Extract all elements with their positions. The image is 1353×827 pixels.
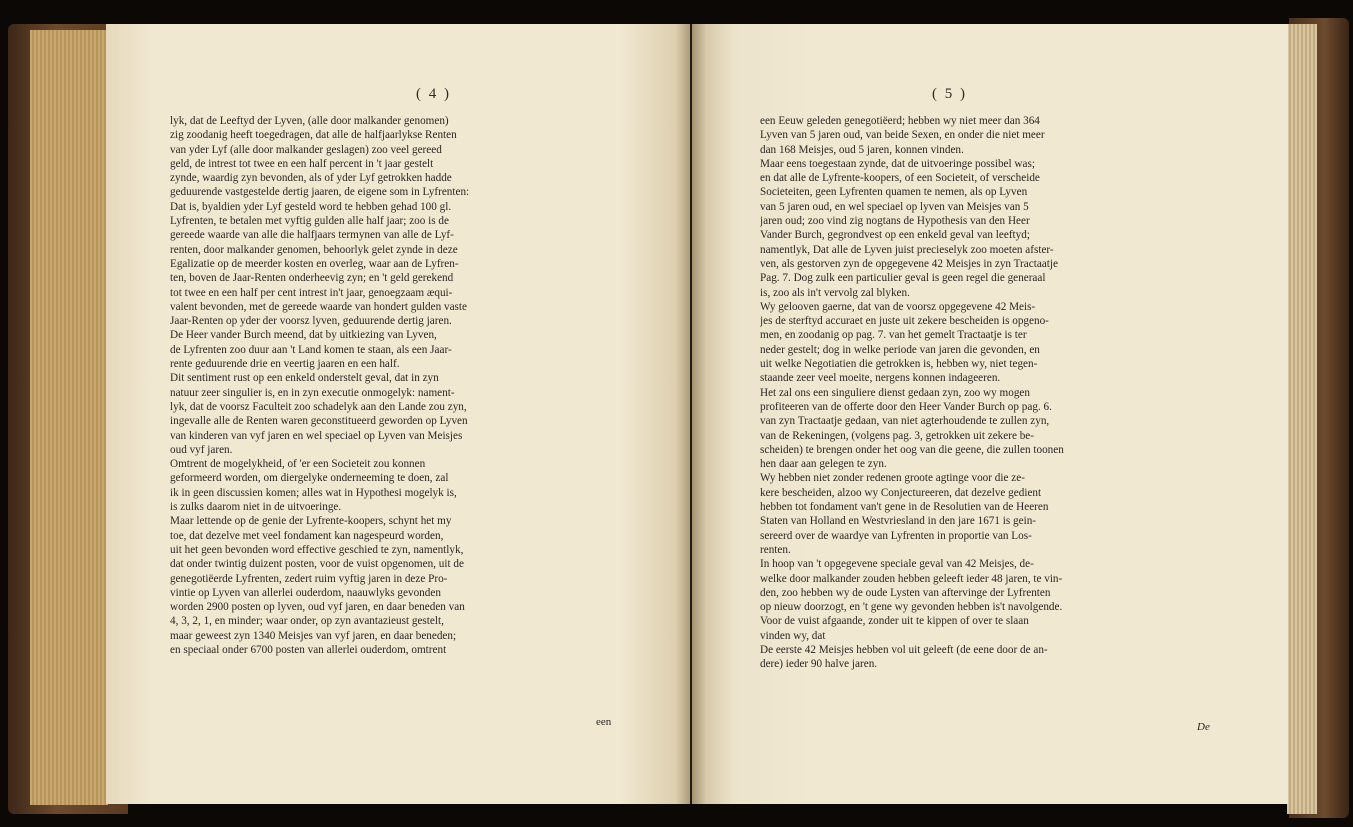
text-line: van kinderen van vyf jaren en wel speciael op Lyven van Meisjes — [170, 429, 463, 442]
text-line: neder gestelt; dog in welke periode van jaren die gevonden, en — [760, 343, 1040, 356]
text-line: van zyn Tractaatje gedaan, van niet agterhoudende te zullen zyn, — [760, 415, 1050, 428]
text-line: van 5 jaren oud, en wel speciael op lyven van Meisjes van 5 — [760, 200, 1029, 213]
text-line: gereede waarde van alle die halfjaars termynen van alle de Lyf- — [170, 229, 454, 242]
text-line: profiteeren van de offerte door den Heer Vander Burch op pag. 6. — [760, 400, 1052, 413]
text-line: jaren oud; zoo vind zig nogtans de Hypothesis van den Heer — [760, 215, 1030, 228]
text-line: sereerd over de waardye van Lyfrenten in proportie van Los- — [760, 529, 1032, 542]
text-line: staande zeer veel moeite, nergens konnen indageeren. — [760, 372, 1001, 385]
text-line: van yder Lyf (alle door malkander geslagen) zoo veel gereed — [170, 143, 442, 156]
text-line: Het zal ons een singuliere dienst gedaan zyn, zoo wy mogen — [760, 386, 1030, 399]
text-line: dan 168 Meisjes, oud 5 jaren, konnen vinden. — [760, 143, 964, 156]
text-line: lyk, dat de Leeftyd der Lyven, (alle door malkander genomen) — [170, 115, 449, 127]
text-line: In hoop van 't opgegevene speciale geval van 42 Meisjes, de- — [760, 558, 1034, 571]
text-line: ten, boven de Jaar-Renten onderheevig zyn; en 't geld gerekend — [170, 272, 454, 285]
text-line: van de Rekeningen, (volgens pag. 3, getrokken uit zekere be- — [760, 429, 1034, 442]
text-line: geduurende vastgestelde dertig jaaren, de eigene som in Lyfrenten: — [170, 186, 470, 199]
page-number: ( 4 ) — [416, 86, 451, 102]
text-line: ingevalle alle de Renten waren geconstitueerd geworden op Lyven — [170, 415, 468, 428]
text-line: Lyfrenten, te betalen met vyftig gulden alle half jaar; zoo is de — [170, 215, 449, 228]
text-line: De Heer vander Burch meend, dat by uitkiezing van Lyven, — [170, 329, 437, 342]
text-line: jes de sterftyd accuraet en juste uit zekere bescheiden is opgeno- — [760, 315, 1049, 328]
text-line: een Eeuw geleden genegotiëerd; hebben wy niet meer dan 364 — [760, 115, 1040, 127]
text-line: is, zoo als in't vervolg zal blyken. — [760, 286, 910, 299]
text-line: geformeerd worden, om diergelyke onderneeming te doen, zal — [170, 472, 449, 485]
text-line: Maar eens toegestaan zynde, dat de uitvoeringe possibel was; — [760, 157, 1035, 170]
text-line: Lyven van 5 jaren oud, van beide Sexen, en onder die niet meer — [760, 129, 1045, 142]
text-line: den, zoo hebben wy de oude Lysten van aftervinge der Lyfrenten — [760, 586, 1051, 599]
text-line: worden 2900 posten op lyven, oud vyf jaren, en daar beneden van — [170, 601, 465, 614]
right-page — [692, 24, 1288, 804]
text-line: en dat alle de Lyfrente-koopers, of een Societeit, of verscheide — [760, 172, 1040, 185]
text-line: ven, als gestorven zyn de opgegevene 42 Meisjes in zyn Tractaatje — [760, 257, 1058, 270]
text-line: Maar lettende op de genie der Lyfrente-koopers, schynt het my — [170, 515, 452, 528]
text-line: renten. — [760, 543, 791, 556]
text-line: kere bescheiden, alzoo wy Conjectureeren, dat dezelve gedient — [760, 486, 1042, 499]
text-line: lyk, dat de voorsz Faculteit zoo schadelyk aan den Lande zou zyn, — [170, 400, 467, 413]
text-line: Omtrent de mogelykheid, of 'er een Societeit zou konnen — [170, 458, 426, 471]
text-line: Staten van Holland en Westvriesland in den jare 1671 is gein- — [760, 515, 1037, 528]
text-line: oud vyf jaren. — [170, 443, 233, 456]
text-line: Wy hebben niet zonder redenen groote agtinge voor die ze- — [760, 472, 1025, 485]
text-line: vintie op Lyven van allerlei ouderdom, naauwlyks gevonden — [170, 586, 441, 599]
text-line: en speciaal onder 6700 posten van allerlei ouderdom, omtrent — [170, 643, 447, 656]
text-line: tot twee en een half per cent intrest in't jaar, genoegzaam æqui- — [170, 286, 453, 299]
text-line: Dat is, byaldien yder Lyf gesteld word te hebben gehad 100 gl. — [170, 200, 452, 213]
left-page — [106, 24, 690, 804]
text-line: Jaar-Renten op yder der voorsz lyven, geduurende dertig jaren. — [170, 315, 452, 328]
text-line: namentlyk, Dat alle de Lyven juist precieselyk zoo moeten afster- — [760, 243, 1054, 256]
text-line: Voor de vuist afgaande, zonder uit te kippen of over te slaan — [760, 615, 1029, 628]
text-line: dere) ieder 90 halve jaren. — [760, 658, 878, 671]
text-line: maar geweest zyn 1340 Meisjes van vyf jaren, en daar beneden; — [170, 629, 457, 642]
page-text — [170, 114, 620, 657]
text-line: De eerste 42 Meisjes hebben vol uit geleeft (de eene door de an- — [760, 643, 1048, 656]
book-gutter — [676, 24, 706, 804]
text-line: men, en zoodanig op pag. 7. van het gemelt Tractaatje is ter — [760, 329, 1027, 342]
text-line: is zulks daarom niet in de uitvoeringe. — [170, 501, 342, 514]
text-line: op nieuw doorzogt, en 't gene wy gevonden hebben is't navolgende. — [760, 601, 1063, 614]
text-line: uit welke Negotiatien die getrokken is, hebben wy, niet tegen- — [760, 358, 1038, 371]
text-line: hen daar aan gelegen te zyn. — [760, 458, 887, 471]
text-line: de Lyfrenten zoo duur aan 't Land komen te staan, als een Jaar- — [170, 343, 452, 356]
page-edges-left — [30, 30, 108, 805]
text-line: dat onder twintig duizent posten, voor de vuist opgenomen, uit de — [170, 558, 464, 571]
text-line: zynde, waardig zyn bevonden, als of yder Lyf getrokken hadde — [170, 172, 452, 185]
text-line: toe, dat dezelve met veel fondament kan nagespeurd worden, — [170, 529, 444, 542]
catchword: een — [596, 716, 612, 728]
text-line: geld, de intrest tot twee en een half percent in 't jaar gestelt — [170, 157, 434, 170]
text-line: Egalizatie op de meerder kosten en overleg, waar aan de Lyfren- — [170, 257, 459, 270]
text-line: Vander Burch, gegrondvest op een enkeld geval van leeftyd; — [760, 229, 1030, 242]
text-line: genegotiëerde Lyfrenten, zedert ruim vyftig jaren in deze Pro- — [170, 572, 448, 585]
text-line: scheiden) te brengen onder het oog van die geene, die zullen toonen — [760, 443, 1064, 456]
text-line: rente geduurende drie en veertig jaaren en een half. — [170, 358, 400, 371]
text-line: vinden wy, dat — [760, 629, 826, 642]
page-number: ( 5 ) — [932, 86, 967, 102]
page-edges-right — [1287, 24, 1317, 814]
catchword: De — [1197, 721, 1210, 733]
text-line: Pag. 7. Dog zulk een particulier geval is geen regel die generaal — [760, 272, 1046, 285]
text-line: uit het geen bevonden word effective geschied te zyn, namentlyk, — [170, 543, 464, 556]
text-line: welke door malkander zouden hebben geleeft ieder 48 jaren, te vin- — [760, 572, 1063, 585]
text-line: renten, door malkander genomen, behoorlyk gelet zynde in deze — [170, 243, 458, 256]
text-line: 4, 3, 2, 1, en minder; waar onder, op zyn avantazieust gestelt, — [170, 615, 444, 628]
text-line: Wy gelooven gaerne, dat van de voorsz opgegevene 42 Meis- — [760, 300, 1036, 313]
text-line: valent bevonden, met de gereede waarde van hondert gulden vaste — [170, 300, 467, 313]
text-line: zig zoodanig heeft toegedragen, dat alle de halfjaarlykse Renten — [170, 129, 457, 142]
text-line: Societeiten, geen Lyfrenten quamen te nemen, als op Lyven — [760, 186, 1028, 199]
text-line: ik in geen discussien komen; alles wat in Hypothesi mogelyk is, — [170, 486, 457, 499]
text-line: natuur zeer singulier is, en in zyn executie onmogelyk: nament- — [170, 386, 455, 399]
page-text — [760, 114, 1220, 672]
text-line: hebben tot fondament van't gene in de Resolutien van de Heeren — [760, 501, 1049, 514]
text-line: Dit sentiment rust op een enkeld onderstelt geval, dat in zyn — [170, 372, 439, 385]
